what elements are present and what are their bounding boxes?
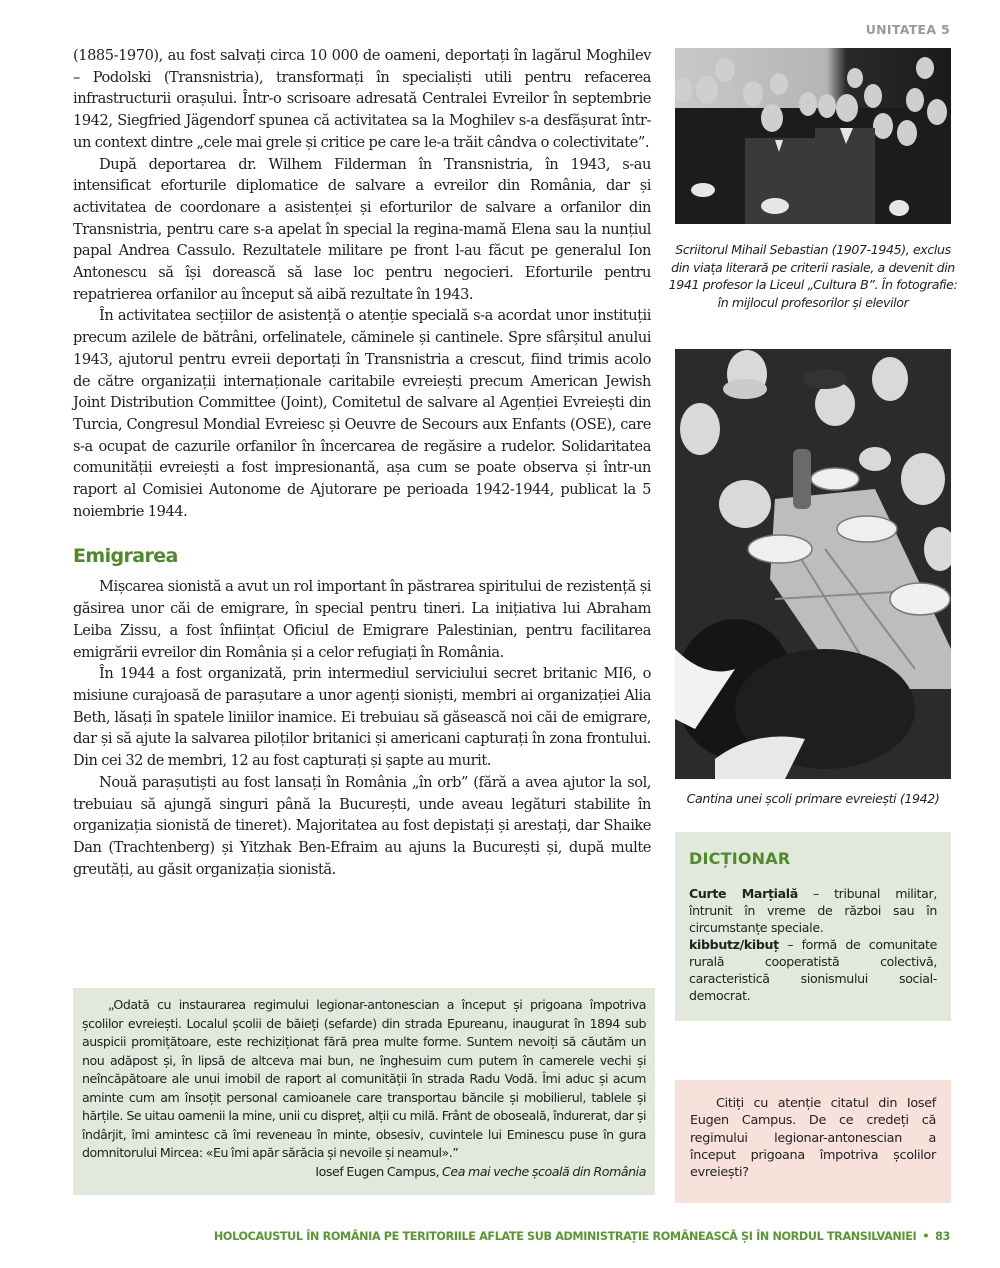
dictionary-entry [689,936,937,1004]
main-text-column [73,45,651,880]
photo-group-portrait-icon [675,48,951,224]
page-footer [214,1230,950,1243]
page-number: 83 [935,1230,950,1243]
photo-caption: Cantina unei școli primare evreiești (1942) [686,791,940,806]
dictionary-term: Curte Marțială [689,886,798,901]
body-paragraph: (1885-1970), au fost salvați circa 10 000 de oameni, deportați în lagărul Moghilev – Podolski (Transnistria), transformați în specialiști utili pentru refacerea infrastructurii orașului. Într-o scrisoare adresată Centralei Evreilor în septembrie 1942, Siegfried Jägendorf spunea că activitatea sa la Moghilev s-a desfășurat într-un context dintre „cele mai grele și critice pe care le-a trăit cândva o colectivitate”. [73,47,651,151]
body-paragraph: După deportarea dr. Wilhem Filderman în Transnistria, în 1943, s-au intensificat eforturile diplomatice de salvare a evreilor din România, dar și activitatea de coordonare a asistenței și eforturilor de salvare a orfanilor din Transnistria, pentru care s-a apelat în special la regina-mamă Elena sau la nunțiul papal Andrea Cassulo. Rezultatele militare pe front l-au făcut pe generalul Ion Antonescu să își dorească să lase loc pentru negocieri. Eforturile pentru repatrierea orfanilor au început să aibă rezultate în 1943. [73,155,651,303]
quote-attribution [82,1163,646,1182]
quote-author: Iosef Eugen Campus, [315,1163,443,1179]
quote-box [73,988,655,1195]
question-text: Citiți cu atenție citatul din Iosef Eugen Campus. De ce credeți că regimului legionar-antonescian a început prigoana împotriva școlilor evreiești? [690,1096,936,1181]
body-paragraph: În activitatea secțiilor de asistență o atenție specială s-a acordat unor instituții precum azilele de bătrâni, orfelinatele, căminele și cantinele. Spre sfârșitul anului 1943, ajutorul pentru evreii deportați în Transnistria a crescut, fiind trimis acolo de către organizații internaționale caritabile evreiești precum American Jewish Joint Distribution Committee (Joint), Comitetul de salvare al Agenției Evreiești din Turcia, Congresul Mondial Evreiesc și Oeuvre de Secours aux Enfants (OSE), care s-a ocupat de cazurile orfanilor în încercarea de regăsire a rudelor. Solidaritatea comunității evreiești a fost impresionantă, așa cum se poate observa și într-un raport al Comisiei Autonome de Ajutorare pe perioada 1942-1944, publicat la 5 noiembrie 1944. [73,307,651,520]
quote-text: „Odată cu instaurarea regimului legionar-antonescian a început și prigoana împotriva școlilor evreiești. Localul școlii de băieți (sefarde) din strada Epureanu, inaugurat în 1894 sub auspicii promițătoare, este rechiziționat fără prea multe forme. Suntem nevoiți să căutăm un nou adăpost și, în lipsă de altceva mai bun, ne înghesuim cum putem în camerele vechi și neîncăpătoare ale unui imobil de raport al comunității în strada Radu Vodă. Îmi aduc și acum aminte cum am însoțit personal camioanele care transportau băncile și mobilierul, tablele și hărțile. Se uitau oamenii la mine, unii cu dispreț, alții cu milă. Frânt de oboseală, îndurerat, dar și îndârjit, îmi amintesc că îmi reveneau în minte, obsesiv, cuvintele lui Eminescu puse în gura domnitorului Mircea: «Eu îmi apăr sărăcia și nevoile și neamul».” [82,997,646,1160]
dictionary-definition: – tribunal militar, întrunit în vreme de război sau în circumstanțe speciale. [689,886,937,935]
dictionary-term: kibbutz/kibuț [689,937,779,952]
footer-title: HOLOCAUSTUL ÎN ROMÂNIA PE TERITORIILE AFLATE SUB ADMINISTRAȚIE ROMÂNEASCĂ ȘI ÎN NORDUL TRANSILVANIEI [213,1230,917,1243]
body-paragraph: În 1944 a fost organizată, prin intermediul serviciului secret britanic MI6, o misiune curajoasă de parașutare a unor agenți sioniști, membri ai organizației Alia Beth, lăsați în spatele liniilor inamice. Ei trebuiau să găsească noi căi de emigrare, dar și să ajute la salvarea piloților britanici și americani capturați în zona frontului. Din cei 32 de membri, 12 au fost capturați și șapte au murit. [73,665,651,770]
footer-separator: • [922,1230,930,1243]
photo-caption: Scriitorul Mihail Sebastian (1907-1945), exclus din viața literară pe criterii rasiale, a devenit din 1941 profesor la Liceul „Cultura B”. În fotografie: în mijlocul profesorilor și elevilor [668,242,958,310]
quote-source-title: Cea mai veche școală din România [442,1163,646,1179]
body-paragraph: Nouă parașutiști au fost lansați în România „în orb” (fără a avea ajutor la sol, trebuiau să ajungă singuri până la București, unde aveau legături stabilite în organizația sionistă de tineret). Majoritatea au fost depistați și arestați, dar Shaike Dan (Trachtenberg) și Yitzhak Ben-Efraim au ajuns la București și, după multe greutăți, au găsit organizația sionistă. [73,773,651,878]
dictionary-definition: – formă de comunitate rurală cooperatistă colectivă, caracteristică sionismului social-democrat. [689,937,937,1003]
question-box [675,1080,951,1203]
photo-school-canteen-icon [675,349,951,779]
dictionary-entry [689,885,937,936]
section-heading-emigrarea: Emigrarea [73,545,178,568]
unit-label: UNITATEA 5 [865,22,950,37]
dictionary-box [675,832,951,1021]
dictionary-title: DICȚIONAR [689,849,791,868]
body-paragraph: Mișcarea sionistă a avut un rol important în păstrarea spiritului de rezistență și găsirea unor căi de emigrare, în special pentru tineri. La inițiativa lui Abraham Leiba Zissu, a fost înființat Oficiul de Emigrare Palestinian, pentru facilitarea emigrării evreilor din România și a celor refugiați în România. [73,578,651,661]
